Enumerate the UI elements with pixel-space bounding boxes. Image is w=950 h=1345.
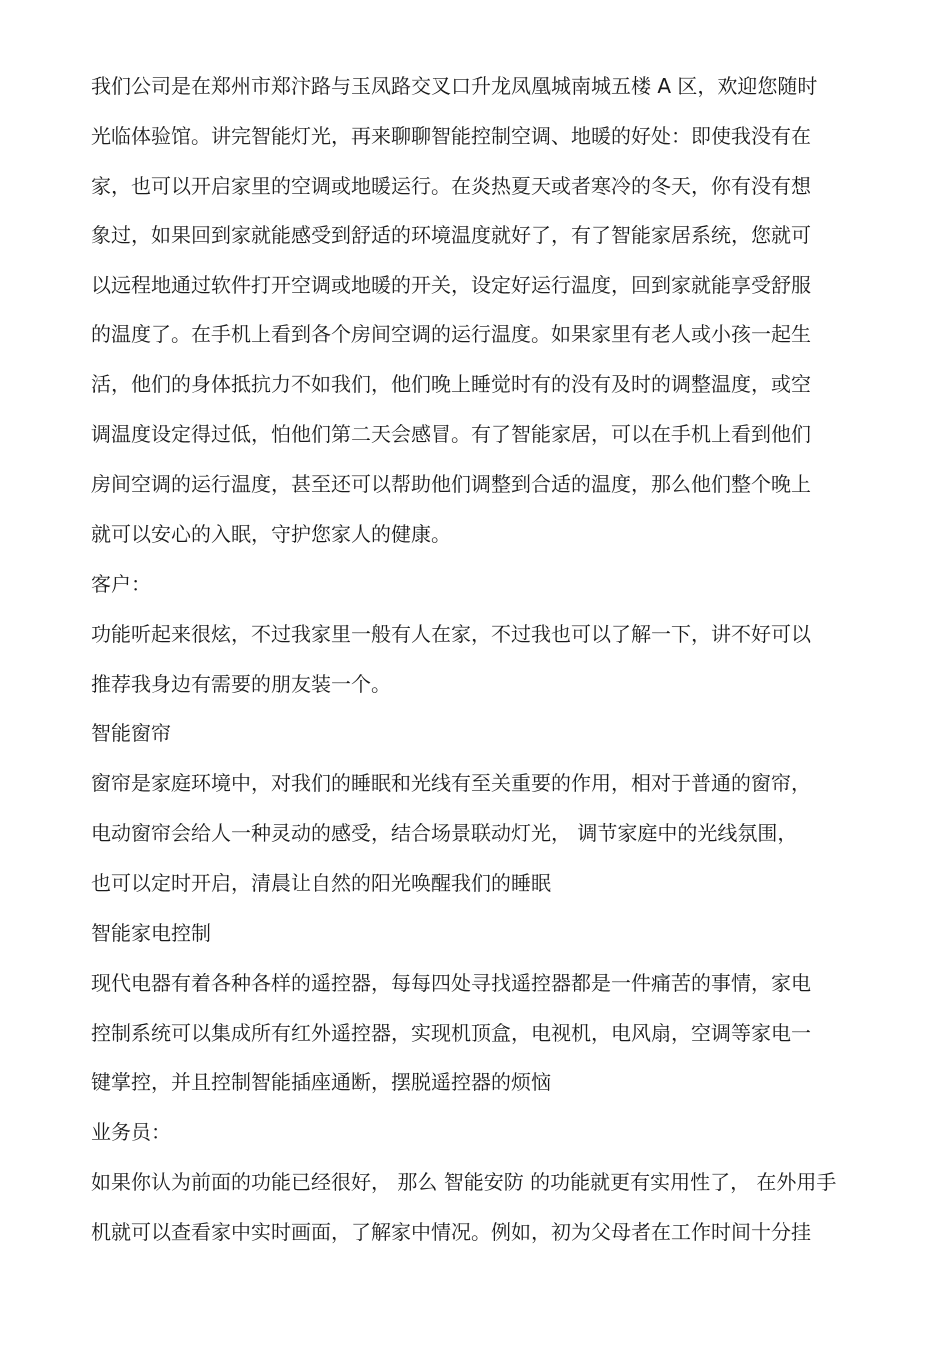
section-heading-curtains: 智能窗帘 xyxy=(91,721,171,745)
paragraph-line: 光临体验馆。讲完智能灯光，再来聊聊智能控制空调、地暖的好处：即使我没有在 xyxy=(91,124,811,148)
speaker-label-salesperson: 业务员： xyxy=(91,1120,171,1144)
paragraph-line: 的温度了。在手机上看到各个房间空调的运行温度。如果家里有老人或小孩一起生 xyxy=(91,322,811,346)
paragraph-line: 以远程地通过软件打开空调或地暖的开关，设定好运行温度，回到家就能享受舒服 xyxy=(91,273,811,297)
paragraph-line: 也可以定时开启，清晨让自然的阳光唤醒我们的睡眠 xyxy=(91,871,551,895)
paragraph-line: 如果你认为前面的功能已经很好， 那么 智能安防 的功能就更有实用性了， 在外用手 xyxy=(91,1170,837,1194)
section-heading-appliances: 智能家电控制 xyxy=(91,921,211,945)
paragraph-line: 键掌控，并且控制智能插座通断，摆脱遥控器的烦恼 xyxy=(91,1070,551,1094)
paragraph-line: 推荐我身边有需要的朋友装一个。 xyxy=(91,672,391,696)
paragraph-line: 机就可以查看家中实时画面，了解家中情况。例如，初为父母者在工作时间十分挂 xyxy=(91,1220,811,1244)
paragraph-line: 房间空调的运行温度，甚至还可以帮助他们调整到合适的温度，那么他们整个晚上 xyxy=(91,472,811,496)
paragraph-line: 象过，如果回到家就能感受到舒适的环境温度就好了，有了智能家居系统，您就可 xyxy=(91,223,811,247)
paragraph-line: 功能听起来很炫，不过我家里一般有人在家，不过我也可以了解一下，讲不好可以 xyxy=(91,622,811,646)
paragraph-line: 电动窗帘会给人一种灵动的感受，结合场景联动灯光， 调节家庭中的光线氛围， xyxy=(91,821,798,845)
speaker-label-customer: 客户： xyxy=(91,572,151,596)
paragraph-line: 窗帘是家庭环境中，对我们的睡眠和光线有至关重要的作用，相对于普通的窗帘， xyxy=(91,771,811,795)
paragraph-line: 我们公司是在郑州市郑汴路与玉凤路交叉口升龙凤凰城南城五楼 A 区，欢迎您随时 xyxy=(91,74,818,98)
paragraph-line: 现代电器有着各种各样的遥控器，每每四处寻找遥控器都是一件痛苦的事情，家电 xyxy=(91,971,811,995)
paragraph-line: 调温度设定得过低，怕他们第二天会感冒。有了智能家居，可以在手机上看到他们 xyxy=(91,422,811,446)
paragraph-line: 活，他们的身体抵抗力不如我们，他们晚上睡觉时有的没有及时的调整温度，或空 xyxy=(91,372,811,396)
paragraph-line: 就可以安心的入眠，守护您家人的健康。 xyxy=(91,522,451,546)
paragraph-line: 控制系统可以集成所有红外遥控器，实现机顶盒，电视机，电风扇，空调等家电一 xyxy=(91,1021,811,1045)
paragraph-line: 家，也可以开启家里的空调或地暖运行。在炎热夏天或者寒冷的冬天，你有没有想 xyxy=(91,174,811,198)
